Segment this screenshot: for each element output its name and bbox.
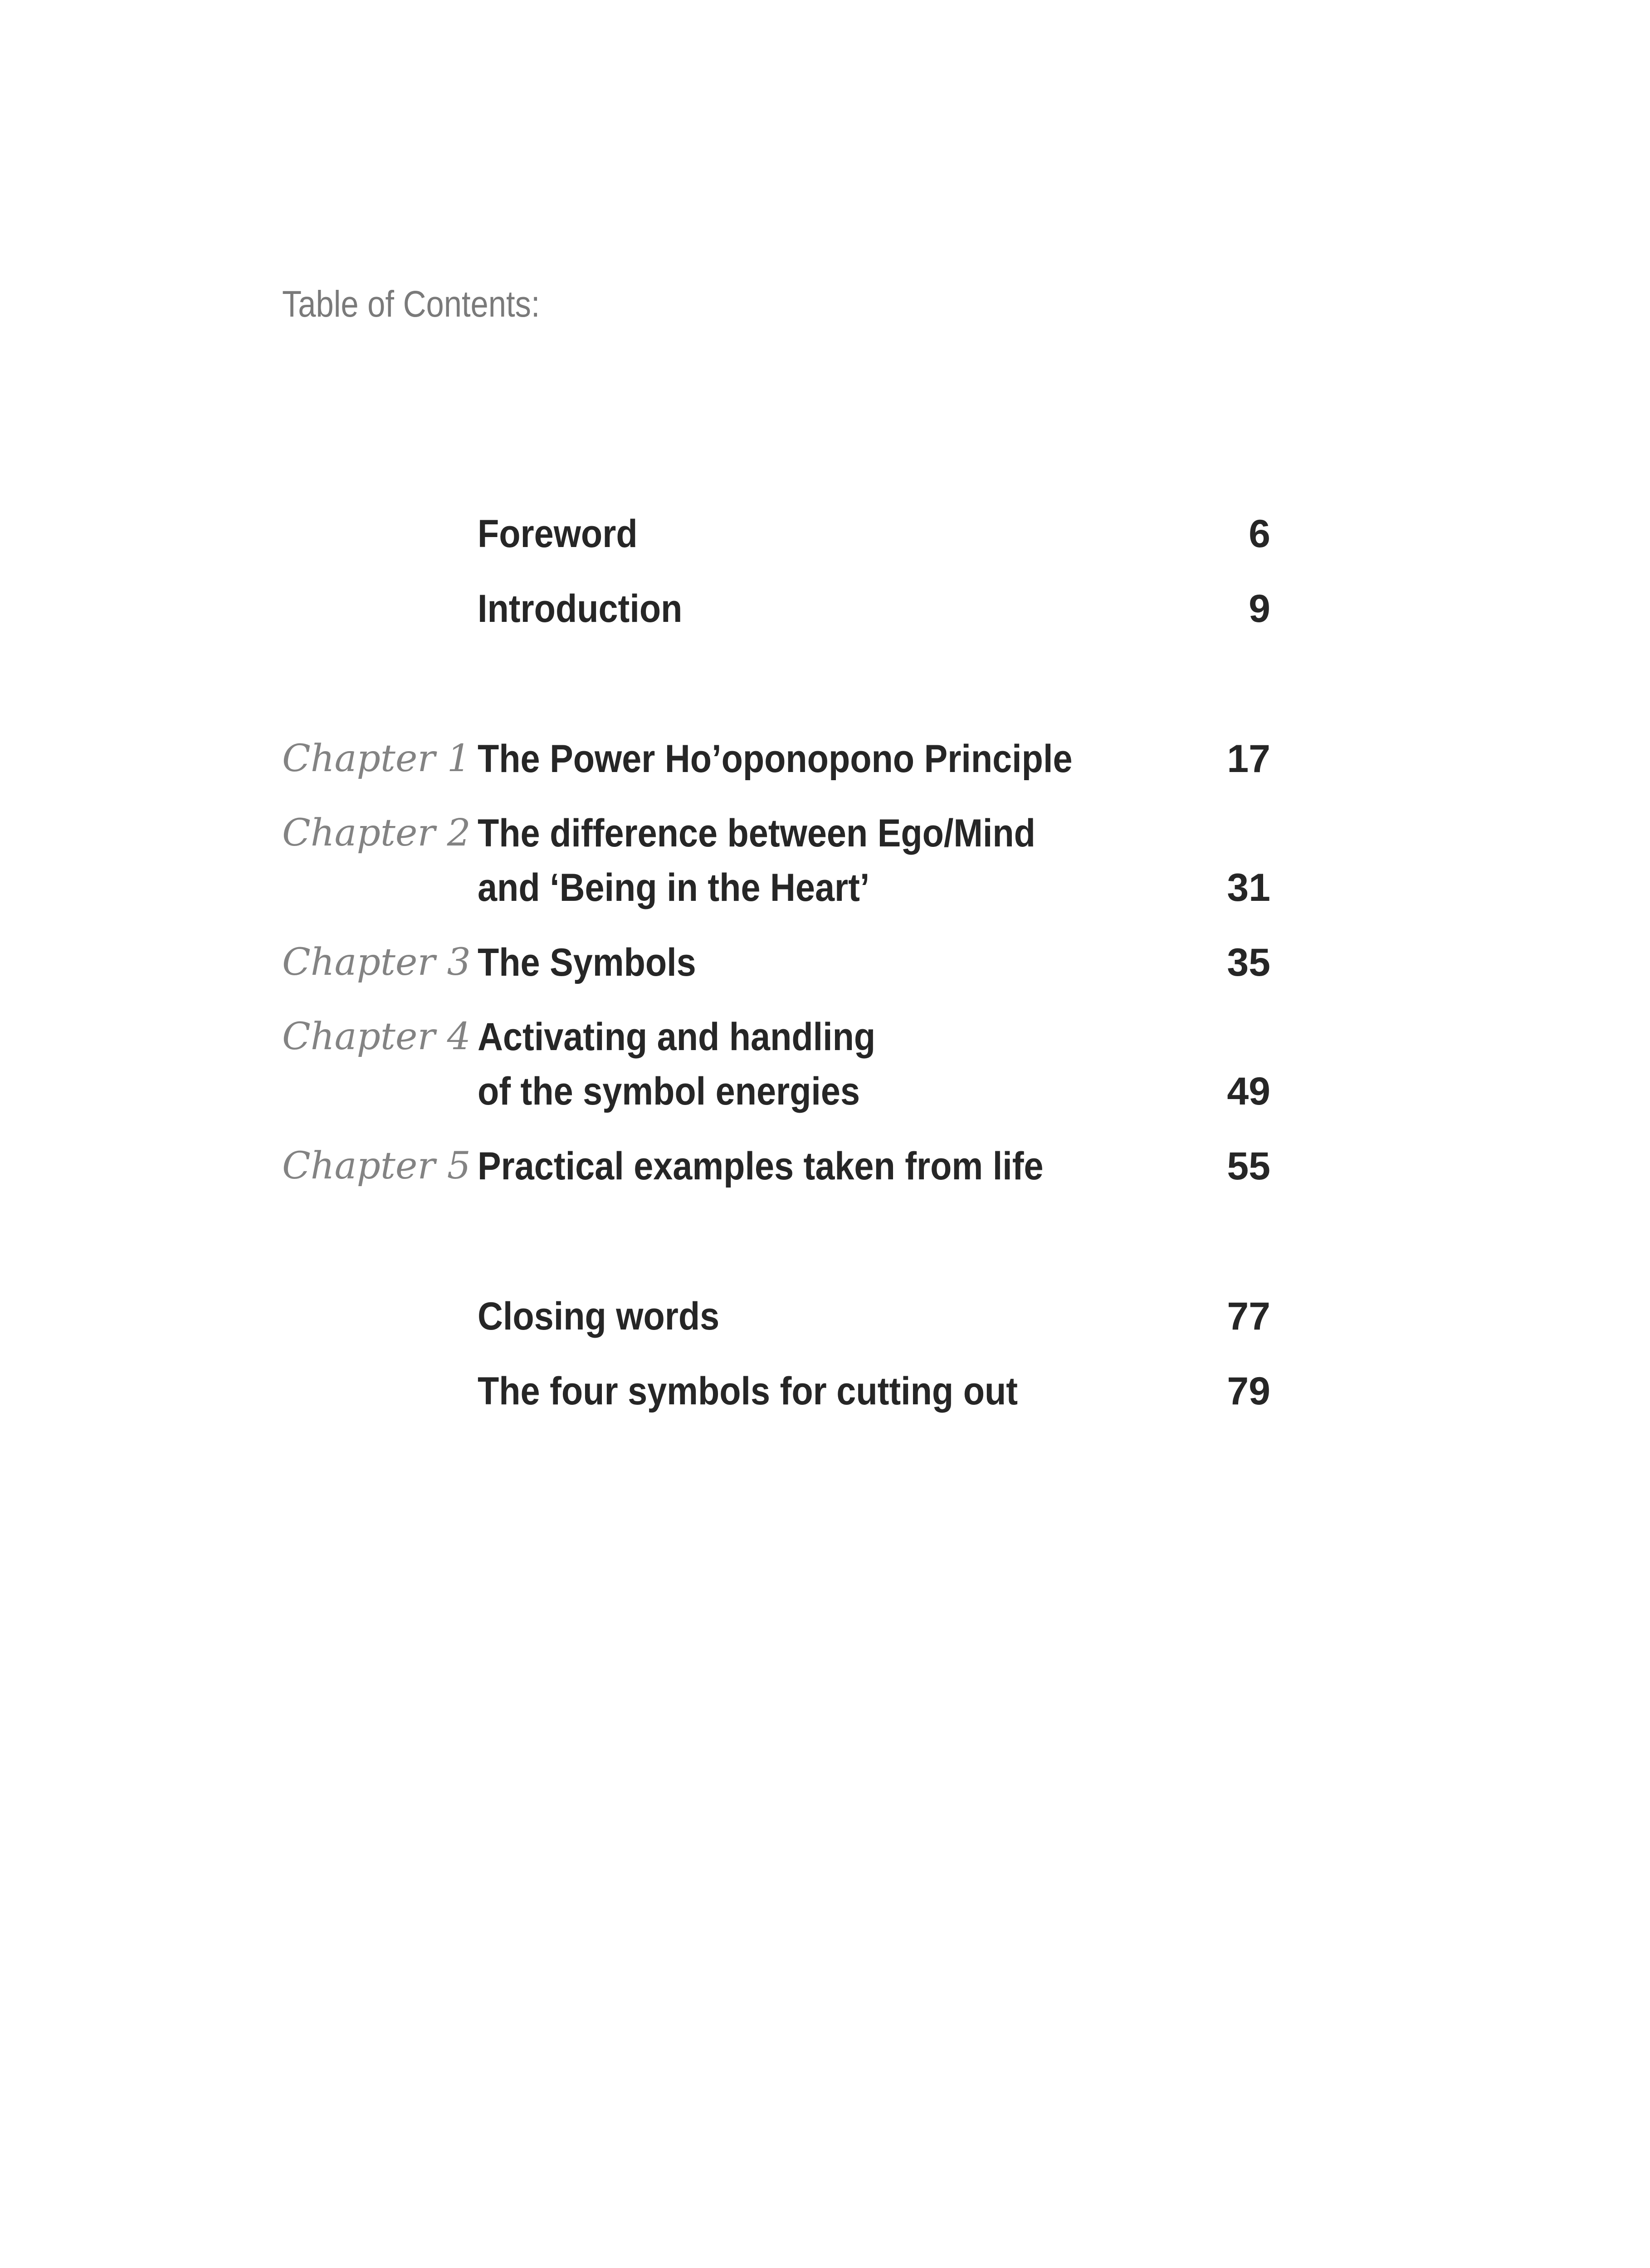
title-line: The Symbols <box>478 941 696 984</box>
entry-title <box>478 935 696 990</box>
entry-title <box>478 507 638 561</box>
chapter-label: Chapter 4 <box>282 1015 471 1058</box>
chapter-label: Chapter 5 <box>282 1144 471 1188</box>
title-line: The difference between Ego/Mind <box>478 811 1035 855</box>
title-line: Introduction <box>478 587 683 631</box>
entry-title <box>478 1289 719 1344</box>
title-line: Closing words <box>478 1295 720 1338</box>
page-number: 31 <box>1227 866 1270 909</box>
entry-title <box>478 806 1035 915</box>
entry-title <box>478 1139 1044 1193</box>
page-number: 6 <box>1249 512 1270 556</box>
title-line: The Power Ho’oponopono Principle <box>478 737 1073 781</box>
entry-title <box>478 732 1072 786</box>
title-line: Activating and handling <box>478 1015 876 1059</box>
page-number: 49 <box>1227 1070 1270 1113</box>
title-line: The four symbols for cutting out <box>478 1369 1018 1413</box>
entry-title <box>478 1364 1018 1418</box>
entry-title <box>478 1010 875 1119</box>
chapter-label: Chapter 2 <box>282 811 471 855</box>
page-number: 17 <box>1227 737 1270 781</box>
page-number: 77 <box>1227 1295 1270 1338</box>
title-line: of the symbol energies <box>478 1070 860 1113</box>
title-line: Foreword <box>478 512 638 556</box>
page-number: 9 <box>1249 587 1270 631</box>
page-number: 79 <box>1227 1369 1270 1413</box>
entry-title <box>478 582 682 636</box>
chapter-label: Chapter 1 <box>282 737 471 780</box>
page-number: 55 <box>1227 1144 1270 1188</box>
page-number: 35 <box>1227 941 1270 984</box>
page-title: Table of Contents: <box>282 284 540 325</box>
title-line: and ‘Being in the Heart’ <box>478 866 870 909</box>
chapter-label: Chapter 3 <box>282 941 471 984</box>
title-line: Practical examples taken from life <box>478 1144 1044 1188</box>
